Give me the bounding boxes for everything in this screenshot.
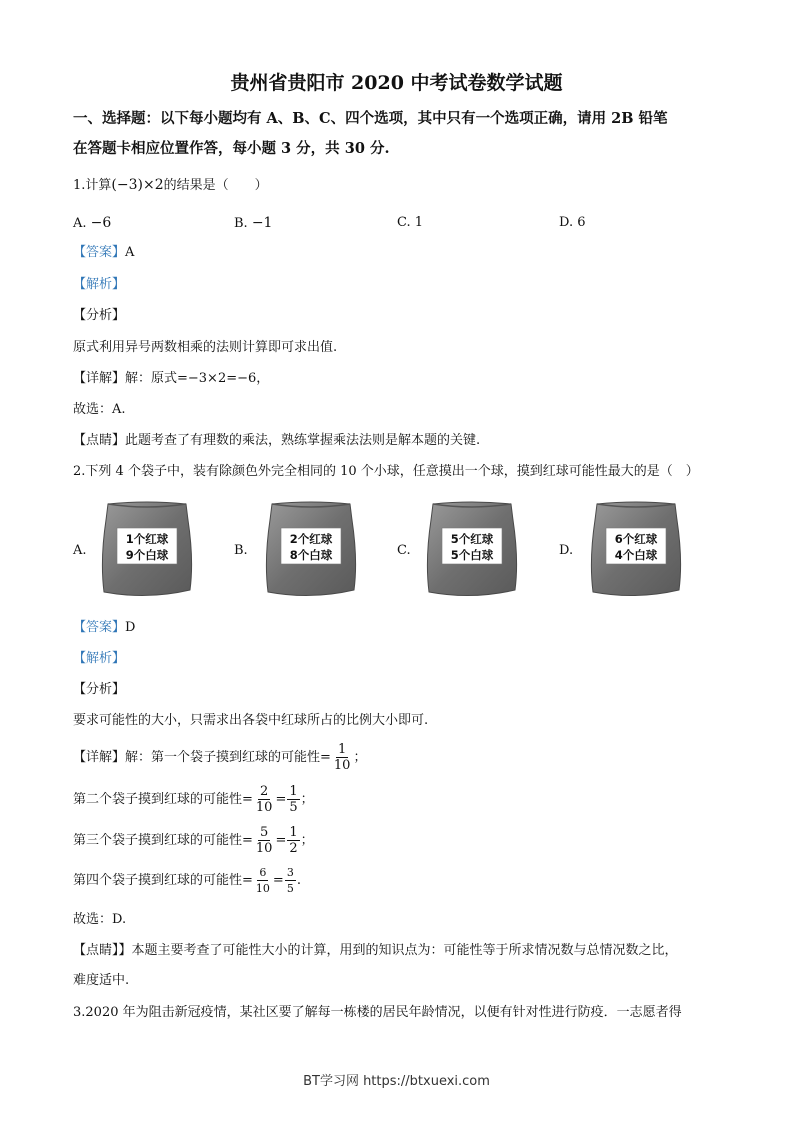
q1-option-b-letter: B. bbox=[234, 216, 248, 231]
bag-b-image bbox=[264, 500, 358, 600]
bag-a-image bbox=[100, 500, 194, 600]
q2-fraction-2b-num: 1 bbox=[289, 784, 298, 799]
q2-fraction-1 bbox=[332, 742, 353, 773]
q1-stem-prefix: 1.计算 bbox=[73, 178, 112, 193]
q2-period-4: . bbox=[296, 873, 301, 888]
q1-option-d-letter: D. bbox=[559, 215, 574, 230]
q2-fraction-1-num: 1 bbox=[338, 742, 347, 757]
q1-option-c-letter: C. bbox=[397, 215, 411, 230]
bag-a-label-line2: 9个白球 bbox=[125, 548, 169, 562]
section-heading-line2: 在答题卡相应位置作答，每小题 3 分，共 30 分. bbox=[73, 140, 390, 157]
q2-fraction-2a-num: 2 bbox=[260, 784, 269, 799]
q2-fenxi-text: 要求可能性的大小，只需求出各袋中红球所占的比例大小即可. bbox=[73, 713, 429, 728]
q2-fraction-4a-num: 6 bbox=[259, 866, 267, 879]
bag-c-label-line1: 5个红球 bbox=[450, 532, 494, 546]
q2-fraction-2a-den: 10 bbox=[255, 800, 273, 815]
q2-fraction-3a-den: 10 bbox=[255, 841, 273, 856]
q1-option-d-value: 6 bbox=[577, 215, 586, 230]
bag-b-label-line2: 8个白球 bbox=[289, 548, 333, 562]
q2-answer-value: D bbox=[125, 620, 136, 635]
q1-answer-tag: 【答案】 bbox=[73, 245, 126, 260]
q2-fraction-3a bbox=[254, 825, 275, 856]
q1-fenxi-text: 原式利用异号两数相乘的法则计算即可求出值. bbox=[73, 340, 338, 355]
bag-a-label-line1: 1个红球 bbox=[125, 532, 169, 546]
q1-fenxi-tag: 【分析】 bbox=[73, 308, 126, 323]
q2-semicolon-3: ； bbox=[300, 833, 314, 848]
q1-comment: 【点睛】此题考查了有理数的乘法，熟练掌握乘法法则是解本题的关键. bbox=[73, 433, 481, 448]
q2-bag-a-letter: A. bbox=[73, 543, 87, 558]
q1-stem-math: (−3)×2 bbox=[111, 177, 164, 193]
q2-fenxi-tag: 【分析】 bbox=[73, 682, 126, 697]
q2-fraction-4a bbox=[254, 865, 272, 896]
q1-answer-value: A bbox=[125, 245, 135, 260]
bag-c-image bbox=[425, 500, 519, 600]
q1-answer bbox=[73, 244, 134, 262]
q1-option-a bbox=[73, 214, 111, 233]
bag-b-label-line1: 2个红球 bbox=[289, 532, 333, 546]
q2-fraction-2b-den: 5 bbox=[289, 800, 298, 815]
q2-third-prefix: 第三个袋子摸到红球的可能性= bbox=[73, 833, 253, 848]
footer-watermark: BT学习网 https://btxuexi.com bbox=[303, 1074, 490, 1089]
q2-fourth-prefix: 第四个袋子摸到红球的可能性= bbox=[73, 873, 253, 888]
bag-d-label-line1: 6个红球 bbox=[614, 532, 658, 546]
q1-option-c-value: 1 bbox=[414, 215, 424, 230]
q2-jiexi-tag: 【解析】 bbox=[73, 651, 126, 666]
q2-bag-d-letter: D. bbox=[559, 543, 574, 558]
q2-fraction-2a bbox=[254, 784, 275, 815]
q1-option-a-letter: A. bbox=[73, 216, 87, 231]
bag-c-label-line2: 5个白球 bbox=[450, 548, 494, 562]
q2-fraction-3b bbox=[287, 825, 299, 856]
q2-fraction-1-den: 10 bbox=[333, 758, 351, 773]
q2-answer bbox=[73, 619, 135, 637]
bag-d-label-line2: 4个白球 bbox=[614, 548, 658, 562]
q2-detail-line bbox=[73, 739, 366, 777]
q2-comment-line2: 难度适中. bbox=[73, 973, 130, 988]
q2-third-line bbox=[73, 822, 314, 860]
q2-equals-2: = bbox=[275, 792, 287, 807]
q2-fraction-3b-num: 1 bbox=[289, 825, 298, 840]
q1-detail: 【详解】解：原式=−3×2=−6， bbox=[73, 371, 270, 386]
q2-fraction-3a-num: 5 bbox=[260, 825, 269, 840]
q2-equals-3: = bbox=[275, 833, 287, 848]
q2-bag-b-letter: B. bbox=[234, 543, 248, 558]
q2-stem: 2.下列 4 个袋子中，装有除颜色外完全相同的 10 个小球，任意摸出一个球，摸到红球可能性最大的是（ ） bbox=[73, 464, 699, 479]
q1-option-d bbox=[559, 214, 586, 232]
q2-semicolon-2: ； bbox=[300, 792, 314, 807]
q2-fourth-line bbox=[73, 862, 301, 900]
q2-answer-tag: 【答案】 bbox=[73, 620, 126, 635]
q3-stem: 3.2020 年为阻击新冠疫情，某社区要了解每一栋楼的居民年龄情况，以便有针对性进行防疫．一志愿者得 bbox=[73, 1005, 682, 1020]
q2-second-line bbox=[73, 781, 314, 819]
q2-fraction-4a-den: 10 bbox=[255, 882, 270, 895]
q1-stem-suffix: 的结果是（ ） bbox=[163, 178, 268, 193]
q2-detail-prefix: 【详解】解：第一个袋子摸到红球的可能性= bbox=[73, 750, 331, 765]
q2-fraction-4b bbox=[285, 865, 296, 896]
q2-comment-line1: 【点睛】】本题主要考查了可能性大小的计算，用到的知识点为：可能性等于所求情况数与总情况数之比， bbox=[73, 943, 678, 958]
q2-choose: 故选：D. bbox=[73, 912, 127, 927]
q2-equals-4: = bbox=[272, 873, 284, 888]
document-title: 贵州省贵阳市 2020 中考试卷数学试题 bbox=[230, 72, 563, 94]
q1-option-a-value: −6 bbox=[90, 215, 112, 231]
bag-d-image bbox=[589, 500, 683, 600]
q2-bag-c-letter: C. bbox=[397, 543, 411, 558]
q2-second-prefix: 第二个袋子摸到红球的可能性= bbox=[73, 792, 253, 807]
q1-option-b-value: −1 bbox=[251, 215, 273, 231]
q2-fraction-3b-den: 2 bbox=[289, 841, 298, 856]
q1-option-b bbox=[234, 214, 272, 233]
section-heading-line1: 一、选择题：以下每小题均有 A、B、C、四个选项，其中只有一个选项正确，请用 2B 铅笔 bbox=[73, 110, 668, 127]
q2-semicolon-1: ； bbox=[353, 750, 367, 765]
q1-option-c bbox=[397, 214, 423, 232]
q2-fraction-2b bbox=[287, 784, 299, 815]
q2-fraction-4b-den: 5 bbox=[286, 882, 294, 895]
q1-choose: 故选：A. bbox=[73, 402, 126, 417]
q1-stem bbox=[73, 176, 268, 195]
q1-jiexi-tag: 【解析】 bbox=[73, 277, 126, 292]
q2-fraction-4b-num: 3 bbox=[286, 866, 294, 879]
